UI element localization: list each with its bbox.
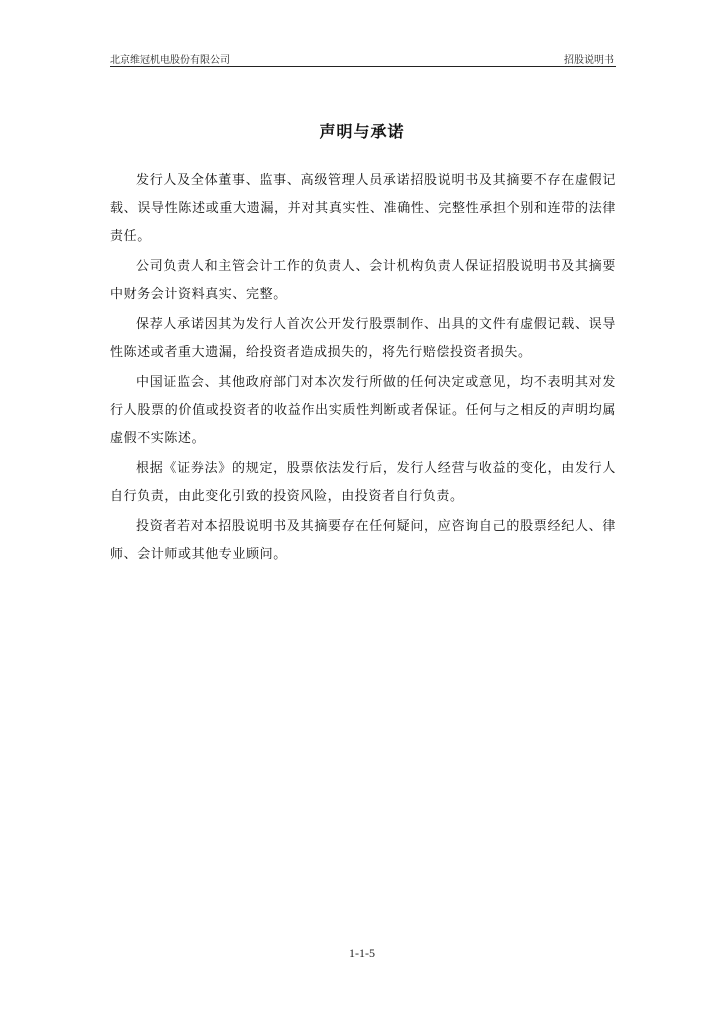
page-number: 1-1-5 [349,946,375,960]
paragraph: 保荐人承诺因其为发行人首次公开发行股票制作、出具的文件有虚假记载、误导性陈述或者重大遗漏，给投资者造成损失的，将先行赔偿投资者损失。 [110,317,616,360]
paragraph: 根据《证券法》的规定，股票依法发行后，发行人经营与收益的变化，由发行人自行负责，由此变化引致的投资风险，由投资者自行负责。 [110,461,616,504]
page-header [110,51,616,67]
page-title: 声明与承诺 [319,122,405,141]
header-document-type: 招股说明书 [564,55,614,66]
header-company-name: 北京维冠机电股份有限公司 [110,55,230,66]
paragraph: 公司负责人和主管会计工作的负责人、会计机构负责人保证招股说明书及其摘要中财务会计资料真实、完整。 [110,259,616,302]
statement-body [110,167,616,571]
paragraph: 投资者若对本招股说明书及其摘要存在任何疑问，应咨询自己的股票经纪人、律师、会计师或其他专业顾问。 [110,519,616,562]
header-divider [110,66,616,67]
paragraph: 发行人及全体董事、监事、高级管理人员承诺招股说明书及其摘要不存在虚假记载、误导性陈述或重大遗漏，并对其真实性、准确性、完整性承担个别和连带的法律责任。 [110,173,616,244]
paragraph: 中国证监会、其他政府部门对本次发行所做的任何决定或意见，均不表明其对发行人股票的价值或投资者的收益作出实质性判断或者保证。任何与之相反的声明均属虚假不实陈述。 [110,375,616,446]
